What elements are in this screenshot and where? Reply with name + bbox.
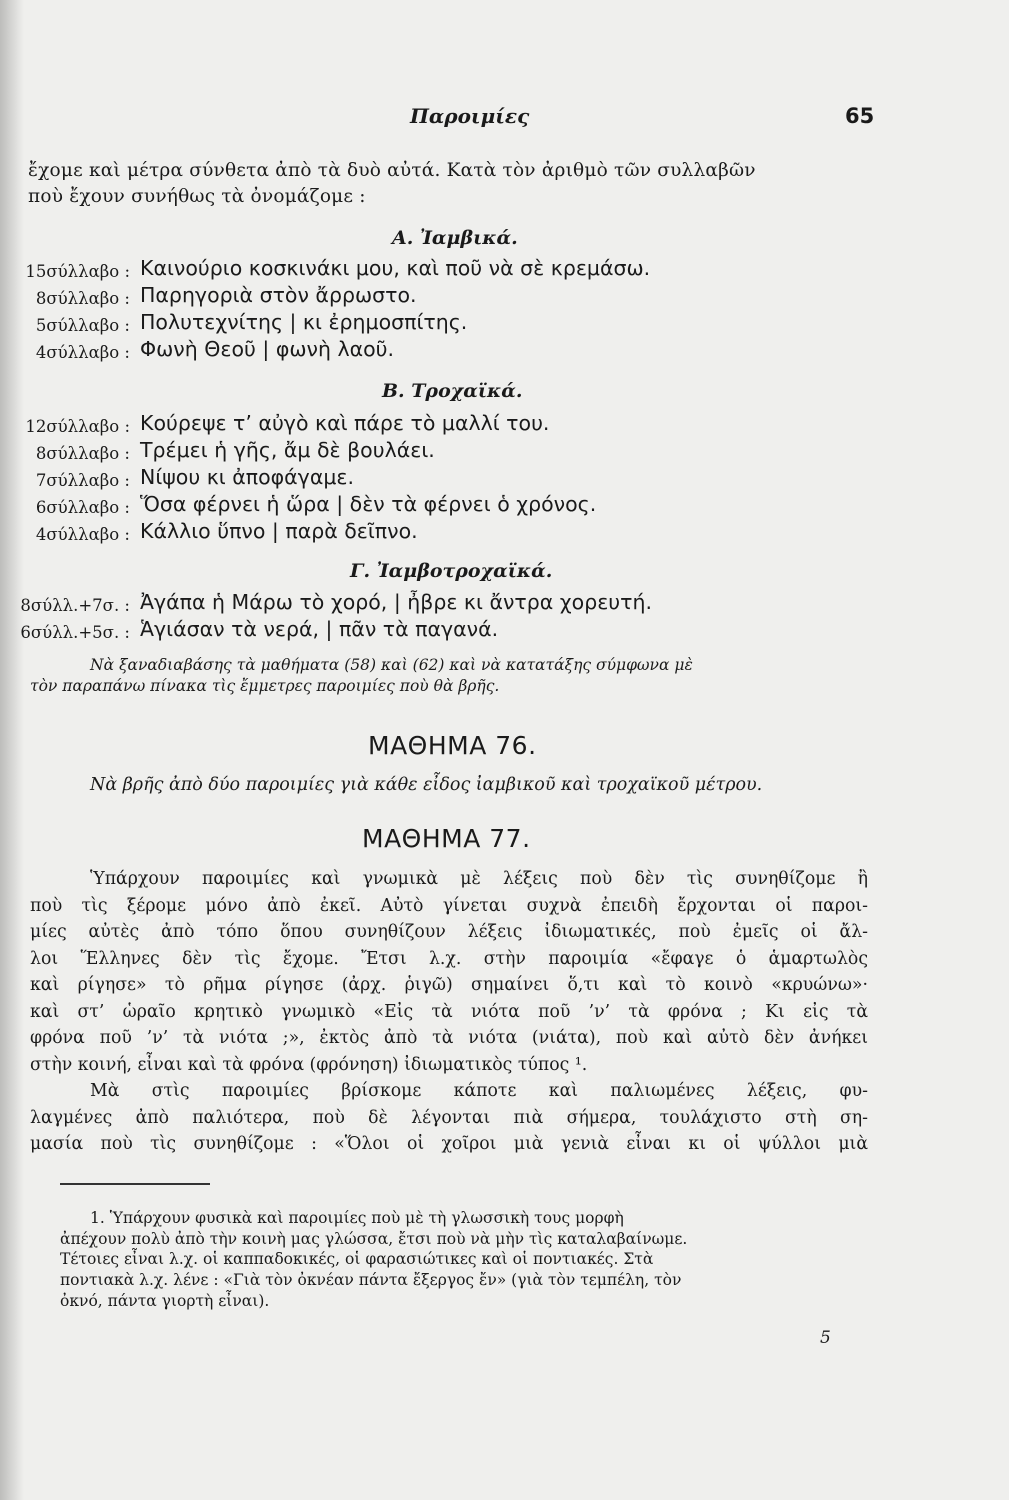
meter-example: Καινούριο κοσκινάκι μου, καὶ ποῦ νὰ σὲ κρεμάσω. [140, 256, 651, 280]
meter-row [0, 519, 1000, 547]
intro-line: ἔχομε καὶ μέτρα σύνθετα ἀπὸ τὰ δυὸ αὐτά. Κατὰ τὸν ἀριθμὸ τῶν συλλαβῶν [28, 160, 756, 181]
footnote-rule [60, 1183, 210, 1185]
text-line: στὴν κοινή, εἶναι καὶ τὰ φρόνα (φρόνηση) ἰδιωματικὸς τύπος ¹. [30, 1054, 588, 1075]
meter-example: Κάλλιο ὕπνο | παρὰ δεῖπνο. [140, 519, 418, 543]
text-line: ποὺ τὶς ξέρομε μόνο ἀπὸ ἐκεῖ. Αὐτὸ γίνεται συχνὰ ἐπειδὴ ἔρχονται οἱ παροι- [30, 895, 868, 916]
footnote-line: ἀπέχουν πολὺ ἀπὸ τὴν κοινὴ μας γλώσσα, ἔτσι ποὺ νὰ μὴν τὶς καταλαβαίνωμε. [60, 1229, 688, 1248]
meter-row [0, 492, 1000, 520]
meter-row [0, 256, 1000, 284]
text-line: καὶ στ’ ὡραῖο κρητικὸ γνωμικὸ «Εἰς τὰ νιότα ποῦ ’ν’ τὰ φρόνα ; Κι εἰς τὰ [30, 1001, 868, 1022]
footnote-line: 1. Ὑπάρχουν φυσικὰ καὶ παροιμίες ποὺ μὲ τὴ γλωσσικὴ τους μορφὴ [90, 1209, 624, 1227]
section-heading-iambotrochaic: Γ. Ἰαμβοτροχαϊκά. [350, 560, 553, 582]
meter-row [0, 617, 1000, 645]
footnote-line: ποντιακὰ λ.χ. λένε : «Γιὰ τὸν ὀκνέαν πάντα ἔξεργος ἔν» (γιὰ τὸν τεμπέλη, τὸν [60, 1271, 682, 1290]
meter-label: 4σύλλαβο : [35, 525, 130, 544]
meter-label: 12σύλλαβο : [25, 417, 130, 436]
text-line: φρόνα ποῦ ’ν’ τὰ νιότα ;», ἐκτὸς ἀπὸ τὰ νιότα (νιάτα), ποὺ καὶ αὐτὸ δὲν ἀνήκει [30, 1028, 868, 1048]
meter-example: Ὅσα φέρνει ἡ ὥρα | δὲν τὰ φέρνει ὁ χρόνος. [140, 492, 597, 516]
lesson-77-paragraph [30, 866, 868, 1158]
meter-row [0, 465, 1000, 493]
meter-row [0, 438, 1000, 466]
meter-example: Πολυτεχνίτης | κι ἐρημοσπίτης. [140, 310, 468, 334]
meter-example: Ἀγάπα ἡ Μάρω τὸ χορό, | ἦβρε κι ἄντρα χορευτή. [140, 590, 652, 614]
text-line: μίες αὐτὲς ἀπὸ τόπο ὅπου συνηθίζουν λέξεις ἰδιωματικές, ποὺ ἐμεῖς οἱ ἄλ- [30, 922, 868, 942]
meter-label: 8σύλλαβο : [35, 444, 130, 463]
meter-example: Νίψου κι ἀποφάγαμε. [140, 465, 354, 489]
meter-row [0, 283, 1000, 311]
lesson-77-title: ΜΑΘΗΜΑ 77. [362, 824, 531, 853]
meter-row [0, 411, 1000, 439]
meter-label: 8σύλλαβο : [35, 289, 130, 308]
footnote-line: ὀκνό, πάντα γιορτὴ εἶναι). [60, 1291, 270, 1310]
section-heading-trochaic: Β. Τροχαϊκά. [382, 380, 523, 402]
meter-label: 15σύλλαβο : [25, 262, 130, 281]
intro-line: ποὺ ἔχουν συνήθως τὰ ὀνομάζομε : [28, 186, 366, 207]
exercise-note-line: Νὰ ξαναδιαβάσης τὰ μαθήματα (58) καὶ (62) καὶ νὰ κατατάξης σύμφωνα μὲ [90, 656, 693, 674]
meter-row [0, 337, 1000, 365]
text-line: λοι Ἕλληνες δὲν τὶς ἔχομε. Ἔτσι λ.χ. στὴν παροιμία «ἔφαγε ὁ ἁμαρτωλὸς [30, 948, 868, 969]
text-line: Ὑπάρχουν παροιμίες καὶ γνωμικὰ μὲ λέξεις ποὺ δὲν τὶς συνηθίζομε ἢ [90, 869, 868, 889]
meter-label: 4σύλλαβο : [35, 343, 130, 362]
meter-label: 7σύλλαβο : [35, 471, 130, 490]
meter-label: 6σύλλ.+5σ. : [20, 623, 130, 642]
footnote-line: Τέτοιες εἶναι λ.χ. οἱ καππαδοκικές, οἱ φαρασιώτικες καὶ οἱ ποντιακές. Στὰ [60, 1250, 654, 1269]
meter-label: 8σύλλ.+7σ. : [20, 596, 130, 615]
lesson-76-task: Νὰ βρῆς ἀπὸ δύο παροιμίες γιὰ κάθε εἶδος ἰαμβικοῦ καὶ τροχαϊκοῦ μέτρου. [90, 775, 763, 795]
meter-example: Κούρεψε τ’ αὐγὸ καὶ πάρε τὸ μαλλί του. [140, 411, 550, 435]
running-header-title: Παροιμίες [410, 104, 530, 128]
meter-label: 5σύλλαβο : [35, 316, 130, 335]
meter-example: Τρέμει ἡ γῆς, ἄμ δὲ βουλάει. [140, 438, 435, 462]
meter-example: Φωνὴ Θεοῦ | φωνὴ λαοῦ. [140, 337, 395, 361]
section-heading-iambic: Α. Ἰαμβικά. [392, 227, 518, 249]
exercise-note-line: τὸν παραπάνω πίνακα τὶς ἔμμετρες παροιμίες ποὺ θὰ βρῆς. [30, 677, 500, 695]
text-line: καὶ ρίγησε» τὸ ρῆμα ρίγησε (ἀρχ. ῥιγῶ) σημαίνει ὅ,τι καὶ τὸ κοινὸ «κρυώνω»· [30, 975, 868, 995]
page-number: 65 [845, 104, 875, 128]
meter-label: 6σύλλαβο : [35, 498, 130, 517]
signature-mark: 5 [820, 1328, 831, 1348]
text-line: λαγμένες ἀπὸ παλιότερα, ποὺ δὲ λέγονται πιὰ σήμερα, τουλάχιστο στὴ ση- [30, 1107, 868, 1128]
page-binding-shadow [0, 0, 24, 1500]
text-line: Μὰ στὶς παροιμίες βρίσκομε κάποτε καὶ παλιωμένες λέξεις, φυ- [90, 1081, 868, 1101]
meter-row [0, 310, 1000, 338]
text-line: μασία ποὺ τὶς συνηθίζομε : «Ὅλοι οἱ χοῖροι μιὰ γενιὰ εἶναι κι οἱ ψύλλοι μιὰ [30, 1134, 868, 1154]
meter-row [0, 590, 1000, 618]
footnote [60, 1208, 870, 1312]
lesson-76-title: ΜΑΘΗΜΑ 76. [368, 731, 537, 760]
meter-example: Ἁγιάσαν τὰ νερά, | πᾶν τὰ παγανά. [140, 617, 499, 641]
meter-example: Παρηγοριὰ στὸν ἄρρωστο. [140, 283, 417, 307]
